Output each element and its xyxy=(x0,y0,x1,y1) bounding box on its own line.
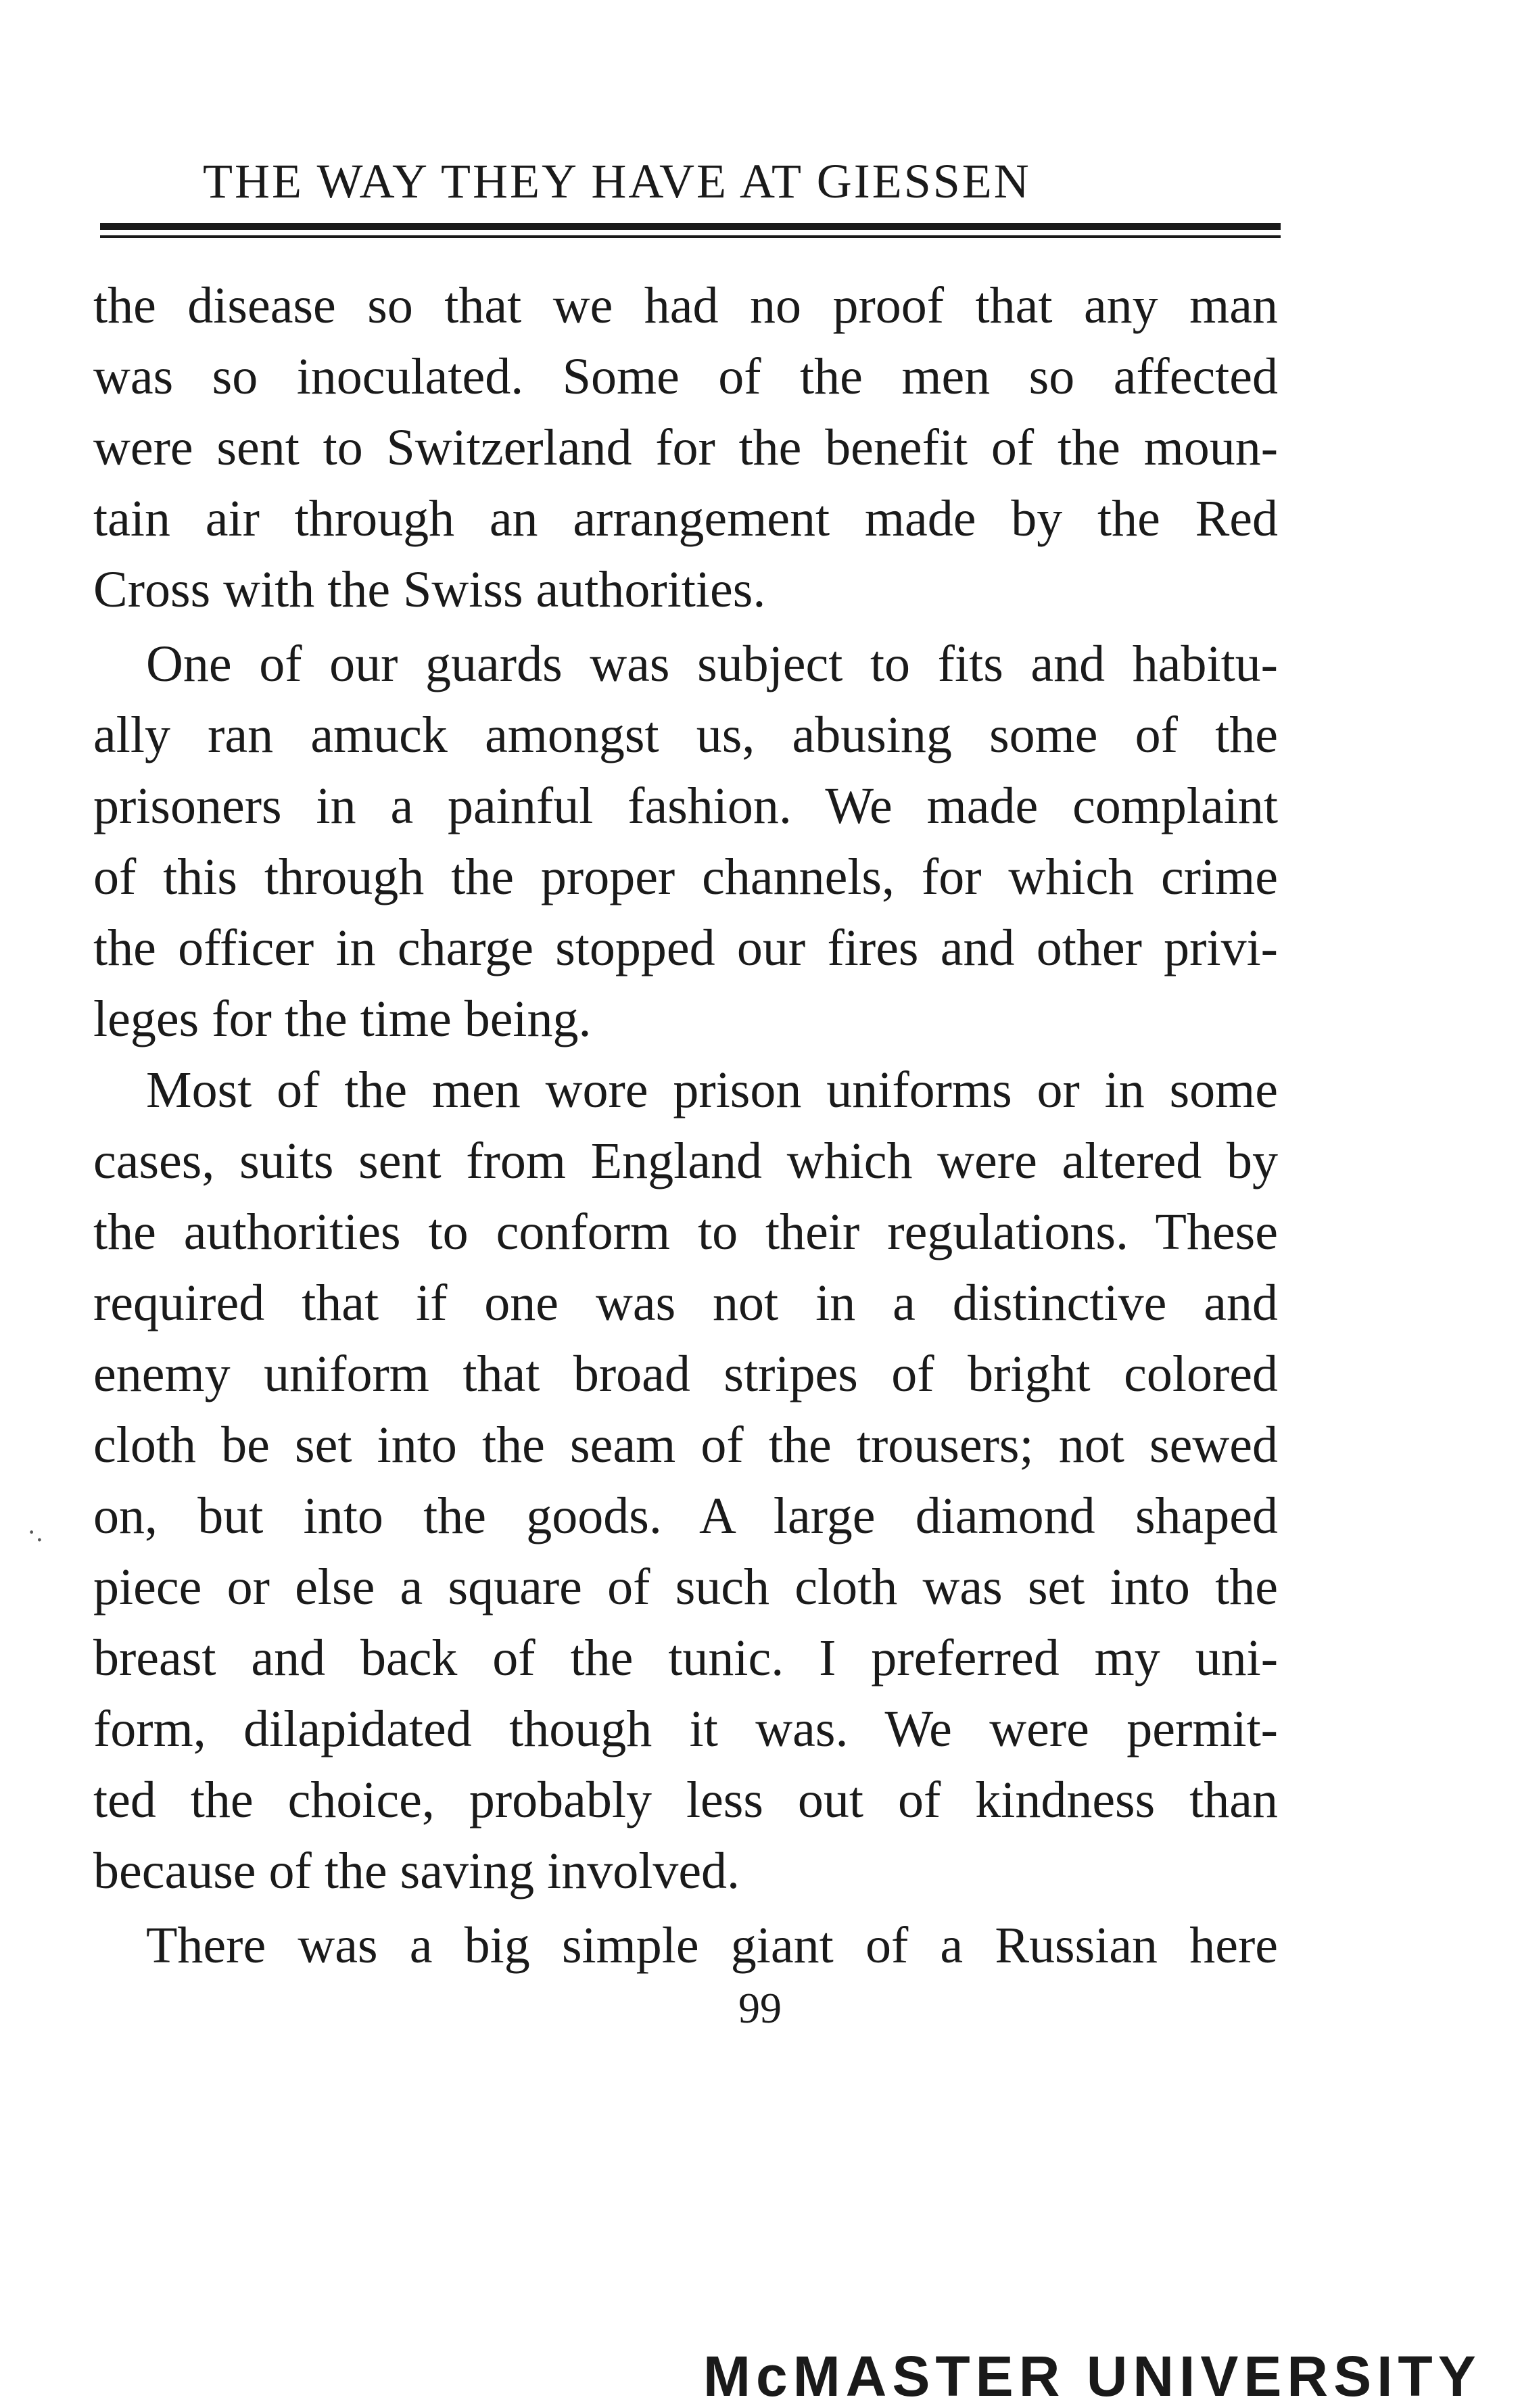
text-line: ally ran amuck amongst us, abusing some of the xyxy=(93,707,1278,763)
text-line: required that if one was not in a distinctive and xyxy=(93,1275,1278,1331)
text-line: the authorities to conform to their regulations. These xyxy=(93,1204,1278,1260)
text-line: prisoners in a painful fashion. We made complaint xyxy=(93,778,1278,834)
text-line: tain air through an arrangement made by the Red xyxy=(93,490,1278,547)
text-line: was so inoculated. Some of the men so affected xyxy=(93,348,1278,405)
text-line: because of the saving involved. xyxy=(93,1843,740,1899)
header-rule-thin xyxy=(100,235,1281,238)
paragraph-first-line: One of our guards was subject to fits and habitu- xyxy=(146,636,1278,692)
text-line: enemy uniform that broad stripes of bright colored xyxy=(93,1346,1278,1402)
text-line: cloth be set into the seam of the trousers; not sewed xyxy=(93,1417,1278,1473)
page-number: 99 xyxy=(738,1984,782,2032)
library-stamp: McMASTER UNIVERSITY xyxy=(703,2344,1481,2408)
text-line: cases, suits sent from England which were altered by xyxy=(93,1133,1278,1189)
text-line: leges for the time being. xyxy=(93,991,592,1047)
text-line: of this through the proper channels, for which crime xyxy=(93,849,1278,905)
text-line: piece or else a square of such cloth was set into the xyxy=(93,1559,1278,1615)
text-line: on, but into the goods. A large diamond shaped xyxy=(93,1488,1278,1544)
header-rule-thick xyxy=(100,223,1281,230)
stray-mark: ·. xyxy=(27,1517,43,1547)
text-line: the officer in charge stopped our fires and other privi- xyxy=(93,920,1278,976)
text-line: Cross with the Swiss authorities. xyxy=(93,561,766,618)
text-line: breast and back of the tunic. I preferred my uni- xyxy=(93,1630,1278,1686)
text-line: ted the choice, probably less out of kindness than xyxy=(93,1772,1278,1828)
text-line: form, dilapidated though it was. We were permit- xyxy=(93,1701,1278,1757)
text-line: were sent to Switzerland for the benefit of the moun- xyxy=(93,419,1278,476)
paragraph-first-line: There was a big simple giant of a Russian here xyxy=(146,1917,1278,1974)
paragraph-first-line: Most of the men wore prison uniforms or in some xyxy=(146,1062,1278,1118)
running-head: THE WAY THEY HAVE AT GIESSEN xyxy=(203,154,1031,208)
text-line: the disease so that we had no proof that any man xyxy=(93,277,1278,334)
